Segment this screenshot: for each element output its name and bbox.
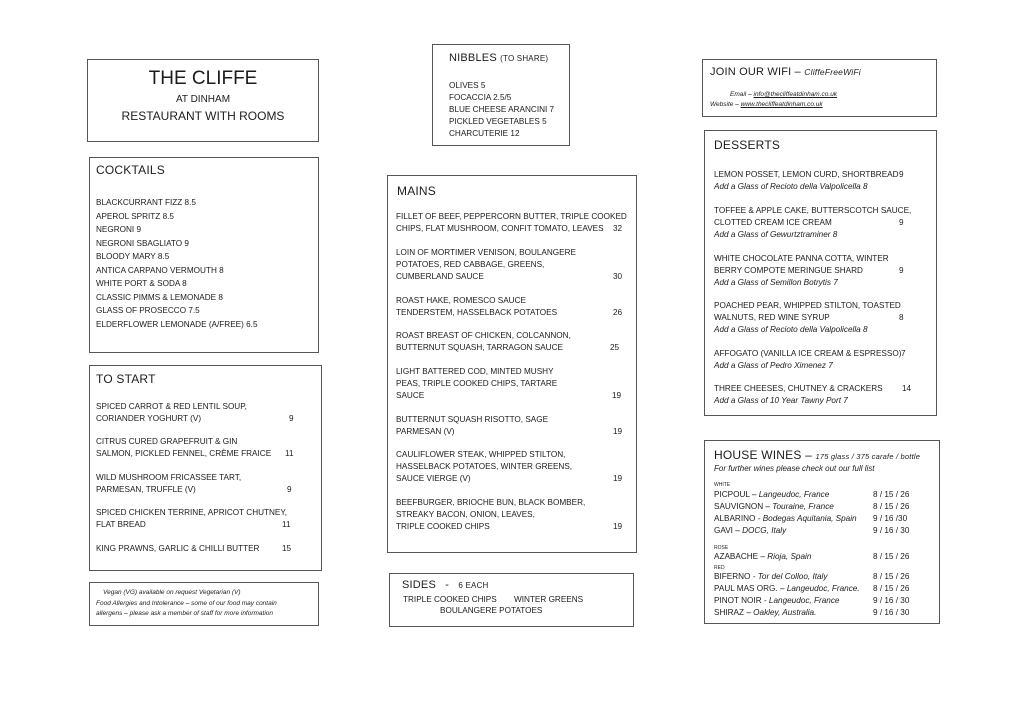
title-box: [87, 59, 319, 142]
cocktail-item: NEGRONI 9: [96, 225, 142, 234]
starter-price: 9: [289, 414, 294, 423]
wine-price: 8 / 15 / 26: [873, 584, 910, 593]
wine-row: [714, 552, 811, 561]
nibble-item: FOCACCIA 2.5/5: [449, 93, 512, 102]
email-label: Email –: [730, 91, 752, 98]
main-line: PEAS, TRIPLE COOKED CHIPS, TARTARE: [396, 379, 558, 388]
wine-pairing: Add a Glass of 10 Year Tawny Port 7: [714, 396, 848, 405]
allergy-note: [89, 582, 319, 626]
wine-price: 9 / 16 / 30: [873, 596, 910, 605]
location-line: AT DINHAM: [175, 94, 231, 105]
wine-pairing: Add a Glass of Recioto della Valpolicella 8: [714, 325, 868, 334]
nibbles-heading: [449, 52, 548, 64]
sides-dash: -: [445, 579, 450, 591]
nibbles-title: NIBBLES: [449, 52, 497, 64]
cocktail-item: NEGRONI SBAGLIATO 9: [96, 238, 189, 248]
website-link[interactable]: www.thecliffeatdinham.co.uk: [740, 101, 823, 108]
main-line: CUMBERLAND SAUCE: [396, 272, 484, 281]
allergy-text: allergens – please ask a member of staff for more information: [96, 610, 274, 617]
wifi-title: JOIN OUR WIFI –: [710, 66, 801, 78]
main-line: CHIPS, FLAT MUSHROOM, CONFIT TOMATO, LEAVES: [396, 224, 604, 233]
dessert-price: 9: [899, 218, 904, 227]
wifi-section: [702, 59, 937, 117]
wine-region: – Langeudoc, France.: [779, 584, 860, 593]
cocktails-section: [89, 157, 319, 353]
wines-subtitle: For further wines please check out our full list: [714, 464, 875, 473]
main-line: PARMESAN (V): [396, 427, 455, 436]
wine-category-label: RED: [714, 565, 725, 571]
dessert-line: THREE CHEESES, CHUTNEY & CRACKERS: [714, 384, 883, 393]
wine-category-label: WHITE: [714, 482, 731, 488]
allergy-text: Food Allergies and Intolerance – some of our food may contain: [96, 600, 277, 607]
house-wines-section: [704, 440, 940, 624]
wine-row: [714, 490, 829, 499]
wine-price: 9 / 16 / 30: [873, 608, 910, 617]
dessert-price: 14: [902, 384, 912, 393]
website-line: [710, 101, 823, 108]
wine-region: - Tor del Colloo, Italy: [752, 572, 828, 581]
wine-price: 8 / 15 / 26: [873, 502, 910, 511]
wine-price: 9 / 16 /30: [873, 514, 908, 523]
main-price: 32: [613, 224, 623, 233]
main-line: STREAKY BACON, ONION, LEAVES,: [396, 510, 535, 519]
wines-heading: [714, 448, 920, 462]
wine-pairing: Add a Glass of Pedro Ximenez 7: [714, 361, 833, 370]
cocktail-item: WHITE PORT & SODA 8: [96, 279, 187, 288]
starter-line: SPICED CARROT & RED LENTIL SOUP,: [96, 402, 247, 411]
email-link[interactable]: info@thecliffeatdinham.co.uk: [753, 91, 838, 98]
wine-row: [714, 584, 860, 593]
wine-price: 9 / 16 / 30: [873, 526, 910, 535]
wine-row: [714, 596, 839, 605]
main-price: 30: [613, 272, 623, 281]
wine-name: PINOT NOIR: [714, 596, 762, 605]
main-price: 19: [613, 522, 623, 531]
nibble-item: BLUE CHEESE ARANCINI 7: [449, 105, 555, 114]
main-line: SAUCE VIERGE (V): [396, 474, 471, 483]
dietary-key: Vegan (VG) available on request Vegetarian (V): [103, 589, 241, 596]
main-line: POTATOES, RED CABBAGE, GREENS,: [396, 260, 545, 269]
cocktail-item: GLASS OF PROSECCO 7.5: [96, 306, 200, 315]
wines-title: HOUSE WINES –: [714, 448, 812, 462]
dessert-line: TOFFEE & APPLE CAKE, BUTTERSCOTCH SAUCE,: [714, 206, 912, 215]
main-line: ROAST BREAST OF CHICKEN, COLCANNON,: [396, 331, 571, 340]
dessert-price: 7: [901, 349, 906, 358]
restaurant-name: THE CLIFFE: [148, 68, 258, 89]
wine-name: PICPOUL: [714, 490, 750, 499]
to-start-heading: TO START: [96, 372, 156, 386]
wine-region: – Touraine, France: [765, 502, 834, 511]
starter-price: 11: [285, 449, 294, 458]
wine-pairing: Add a Glass of Recioto della Valpolicella 8: [714, 182, 868, 191]
nibbles-section: [432, 44, 570, 146]
side-item: TRIPLE COOKED CHIPS: [403, 595, 497, 604]
dessert-line: BERRY COMPOTE MERINGUE SHARD: [714, 266, 863, 275]
main-line: SAUCE: [396, 391, 425, 400]
starter-line: SPICED CHICKEN TERRINE, APRICOT CHUTNEY,: [96, 508, 288, 517]
wifi-network-name: CliffeFreeWiFi: [804, 67, 861, 77]
starter-price: 9: [287, 485, 292, 494]
wine-row: [714, 608, 816, 617]
dessert-line: CLOTTED CREAM ICE CREAM: [714, 218, 832, 227]
main-price: 19: [612, 391, 622, 400]
dessert-price: 9: [899, 170, 904, 179]
starter-price: 11: [282, 520, 291, 529]
wine-price: 8 / 15 / 26: [873, 490, 910, 499]
dessert-price: 9: [899, 266, 904, 275]
sides-section: [389, 573, 634, 627]
dessert-line: LEMON POSSET, LEMON CURD, SHORTBREAD: [714, 170, 899, 179]
nibble-item: OLIVES 5: [449, 81, 486, 90]
to-start-section: [89, 365, 322, 571]
dessert-line: AFFOGATO (VANILLA ICE CREAM & ESPRESSO): [714, 349, 902, 358]
sides-heading: [402, 579, 489, 591]
wine-row: [714, 502, 834, 511]
wine-name: SAUVIGNON: [714, 502, 764, 511]
nibble-item: PICKLED VEGETABLES 5: [449, 117, 547, 126]
main-line: ROAST HAKE, ROMESCO SAUCE: [396, 296, 526, 305]
wine-row: [714, 572, 827, 581]
starter-line: SALMON, PICKLED FENNEL, CRÈME FRAICE: [96, 449, 272, 458]
desserts-heading: DESSERTS: [714, 138, 781, 152]
wine-price: 8 / 15 / 26: [873, 552, 910, 561]
dessert-line: POACHED PEAR, WHIPPED STILTON, TOASTED: [714, 301, 901, 310]
wine-region: – Rioja, Spain: [760, 552, 812, 561]
wine-name: SHIRAZ: [714, 608, 745, 617]
dessert-price: 8: [899, 313, 904, 322]
main-line: LOIN OF MORTIMER VENISON, BOULANGERE: [396, 248, 577, 257]
cocktail-item: ANTICA CARPANO VERMOUTH 8: [96, 265, 224, 275]
starter-line: FLAT BREAD: [96, 520, 146, 529]
main-line: FILLET OF BEEF, PEPPERCORN BUTTER, TRIPLE COOKED: [396, 212, 627, 221]
sides-title: SIDES: [402, 579, 437, 591]
wine-region: – DOCG, Italy: [735, 526, 787, 535]
main-price: 26: [613, 308, 623, 317]
cocktails-heading: COCKTAILS: [96, 163, 165, 177]
wine-region: - Langeudoc, France: [763, 596, 840, 605]
main-price: 19: [613, 427, 623, 436]
wine-region: - Bodegas Aquitania, Spain: [757, 514, 857, 523]
starter-line: KING PRAWNS, GARLIC & CHILLI BUTTER: [96, 544, 260, 553]
starter-line: CORIANDER YOGHURT (V): [96, 414, 202, 423]
starter-price: 15: [282, 544, 292, 553]
desserts-section: [704, 130, 937, 416]
main-line: BUTTERNUT SQUASH, TARRAGON SAUCE: [396, 343, 563, 352]
wine-region: – Langeudoc, France: [751, 490, 830, 499]
dessert-line: WHITE CHOCOLATE PANNA COTTA, WINTER: [714, 254, 889, 263]
email-line: [730, 91, 837, 98]
nibbles-subtitle: (TO SHARE): [500, 54, 549, 63]
main-line: BEEFBURGER, BRIOCHE BUN, BLACK BOMBER,: [396, 498, 586, 507]
sides-price: 6 EACH: [458, 581, 489, 590]
main-line: HASSELBACK POTATOES, WINTER GREENS,: [396, 462, 573, 471]
wine-row: [714, 514, 857, 523]
wine-pairing: Add a Glass of Semillon Botrytis 7: [714, 278, 838, 287]
main-price: 19: [613, 474, 623, 483]
mains-heading: MAINS: [397, 184, 437, 198]
website-label: Website –: [710, 101, 739, 108]
wine-name: AZABACHE: [714, 552, 759, 561]
main-line: LIGHT BATTERED COD, MINTED MUSHY: [396, 367, 554, 376]
wine-price: 8 / 15 / 26: [873, 572, 910, 581]
wine-region: – Oakley, Australia.: [746, 608, 817, 617]
starter-line: WILD MUSHROOM FRICASSEE TART,: [96, 473, 242, 482]
main-price: 25: [610, 343, 620, 352]
cocktail-item: APEROL SPRITZ 8.5: [96, 211, 174, 221]
wifi-heading: [710, 66, 861, 78]
wine-category-label: ROSE: [714, 545, 729, 551]
wine-row: [714, 526, 786, 535]
cocktail-item: BLOODY MARY 8.5: [96, 252, 170, 261]
tagline: RESTAURANT WITH ROOMS: [121, 109, 285, 123]
main-line: BUTTERNUT SQUASH RISOTTO, SAGE: [396, 415, 549, 424]
main-line: TENDERSTEM, HASSELBACK POTATOES: [396, 308, 558, 317]
dessert-line: WALNUTS, RED WINE SYRUP: [714, 313, 830, 322]
mains-section: [387, 175, 637, 553]
side-item: BOULANGERE POTATOES: [440, 606, 543, 615]
wines-measures: 175 glass / 375 carafe / bottle: [815, 452, 921, 461]
side-item: WINTER GREENS: [514, 595, 584, 604]
cocktail-item: ELDERFLOWER LEMONADE (A/FREE) 6.5: [96, 319, 258, 329]
wine-name: PAUL MAS ORG.: [714, 584, 778, 593]
main-line: TRIPLE COOKED CHIPS: [396, 522, 490, 531]
starter-line: CITRUS CURED GRAPEFRUIT & GIN: [96, 437, 238, 446]
wine-pairing: Add a Glass of Gewurtztraminer 8: [714, 230, 838, 239]
cocktail-item: BLACKCURRANT FIZZ 8.5: [96, 198, 196, 207]
wine-name: ALBARINO: [714, 514, 756, 523]
cocktail-item: CLASSIC PIMMS & LEMONADE 8: [96, 292, 223, 302]
wine-name: GAVI: [714, 526, 733, 535]
starter-line: PARMESAN, TRUFFLE (V): [96, 485, 196, 494]
wine-name: BIFERNO: [714, 572, 751, 581]
main-line: CAULIFLOWER STEAK, WHIPPED STILTON,: [396, 450, 566, 459]
nibble-item: CHARCUTERIE 12: [449, 129, 520, 138]
